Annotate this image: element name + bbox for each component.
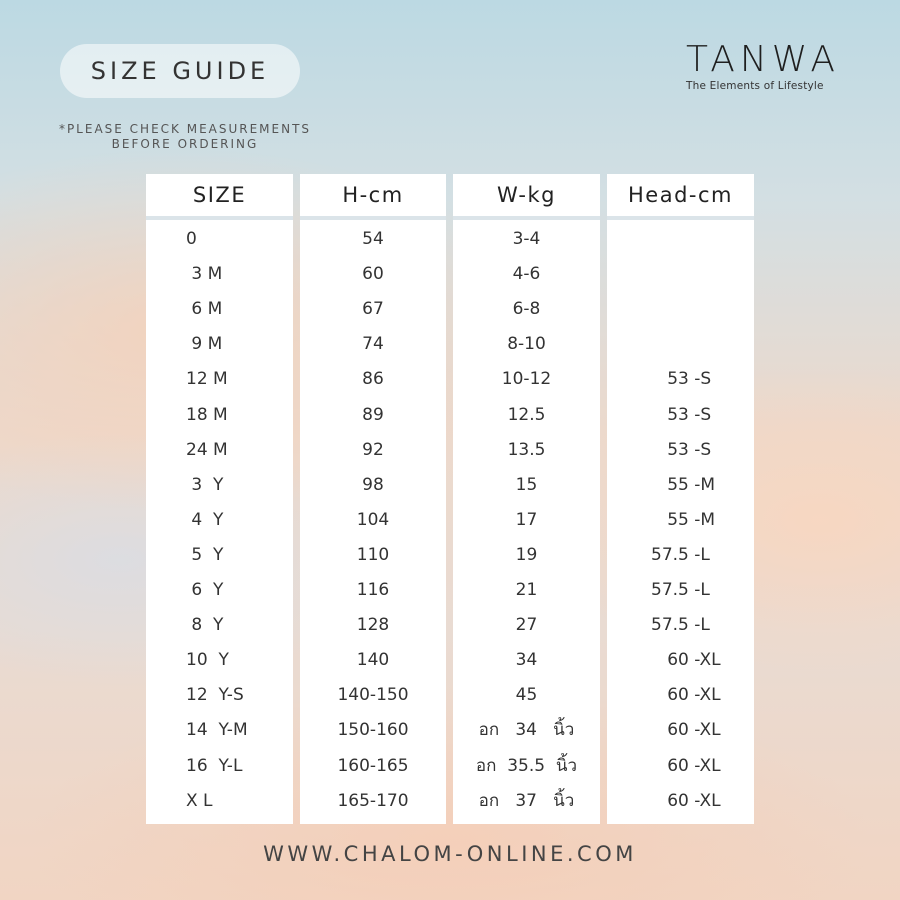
size-cell: 4 Y [186,509,224,530]
column-header-height: H-cm [342,183,404,207]
weight-cell: 13.5 [507,439,546,460]
height-cell: 116 [356,580,390,600]
weight-column [453,174,600,824]
height-cell: 98 [362,474,384,495]
size-cell: 12 M [186,369,228,390]
size-cell: 6 M [186,299,223,320]
weight-cell: 34 [515,650,538,671]
measurement-note [40,122,330,152]
height-cell: 67 [362,299,384,320]
head-size-cell: 60 -XL [651,790,721,811]
size-cell: 9 M [186,334,223,355]
size-cell: 16 Y-L [186,755,243,776]
page-title: SIZE GUIDE [90,57,270,85]
head-size-cell: 57.5 -L [651,544,710,565]
height-cell: 86 [362,369,384,390]
weight-cell: 17 [515,509,538,530]
height-cell: 89 [362,404,384,425]
height-cell: 140-150 [337,685,409,706]
height-cell: 150-160 [337,720,409,741]
head-column [607,174,754,824]
size-cell: 14 Y-M [186,720,248,741]
height-cell: 110 [356,544,390,565]
weight-cell: 12.5 [507,404,546,425]
height-cell: 60 [362,264,384,285]
weight-cell: 10-12 [501,369,552,390]
weight-cell: 4-6 [512,264,541,285]
weight-cell: อก 35.5 นิ้ว [475,755,578,776]
size-guide-badge [60,44,300,98]
head-size-cell: 60 -XL [651,650,721,671]
note-line-2: BEFORE ORDERING [111,137,259,151]
head-size-cell: 53 -S [651,369,712,390]
head-size-cell: 53 -S [651,404,712,425]
size-cell: 6 Y [186,580,224,600]
column-header-weight: W-kg [497,183,556,207]
size-cell: 18 M [186,404,228,425]
brand-name: TANWA [686,39,841,80]
size-cell: 0 [186,229,197,249]
head-size-cell: 60 -XL [651,720,721,741]
height-cell: 74 [362,334,384,355]
brand-tagline: The Elements of Lifestyle [686,80,824,92]
weight-cell: 27 [515,615,538,636]
weight-cell: 6-8 [512,299,541,320]
weight-cell: 8-10 [507,334,546,355]
size-cell: X L [186,790,213,811]
height-cell: 128 [356,615,390,636]
weight-cell: 15 [515,474,538,495]
note-line-1: *PLEASE CHECK MEASUREMENTS [58,122,312,136]
head-size-cell: 53 -S [651,439,712,460]
head-size-cell [651,329,754,359]
head-size-cell: 55 -M [651,474,716,495]
size-cell: 24 M [186,439,228,460]
height-cell: 165-170 [337,790,409,811]
size-cell: 10 Y [186,650,229,671]
weight-cell: 21 [515,580,538,600]
head-size-cell [651,294,754,324]
size-cell: 8 Y [186,615,224,636]
weight-cell: อก 34 นิ้ว [478,720,575,741]
head-size-cell: 57.5 -L [651,580,710,600]
height-column [300,174,446,824]
size-cell: 5 Y [186,544,224,565]
size-cell: 12 Y-S [186,685,244,706]
height-cell: 92 [362,439,384,460]
size-cell: 3 Y [186,474,224,495]
height-cell: 160-165 [337,755,409,776]
head-size-cell: 57.5 -L [651,615,710,636]
weight-cell: 19 [515,544,538,565]
height-cell: 54 [362,229,384,249]
head-size-cell [651,224,754,254]
height-cell: 104 [356,509,390,530]
brand-logo [686,40,846,92]
column-header-size: SIZE [192,183,247,207]
weight-cell: 45 [515,685,538,706]
head-size-cell: 55 -M [651,509,716,530]
size-column [146,174,293,824]
head-size-cell: 60 -XL [651,755,721,776]
website-url: WWW.CHALOM-ONLINE.COM [263,842,637,866]
weight-cell: 3-4 [512,229,541,249]
column-header-head: Head-cm [628,183,733,207]
height-cell: 140 [356,650,390,671]
size-cell: 3 M [186,264,223,285]
head-size-cell: 60 -XL [651,685,721,706]
weight-cell: อก 37 นิ้ว [478,790,575,811]
head-size-cell [651,259,754,289]
